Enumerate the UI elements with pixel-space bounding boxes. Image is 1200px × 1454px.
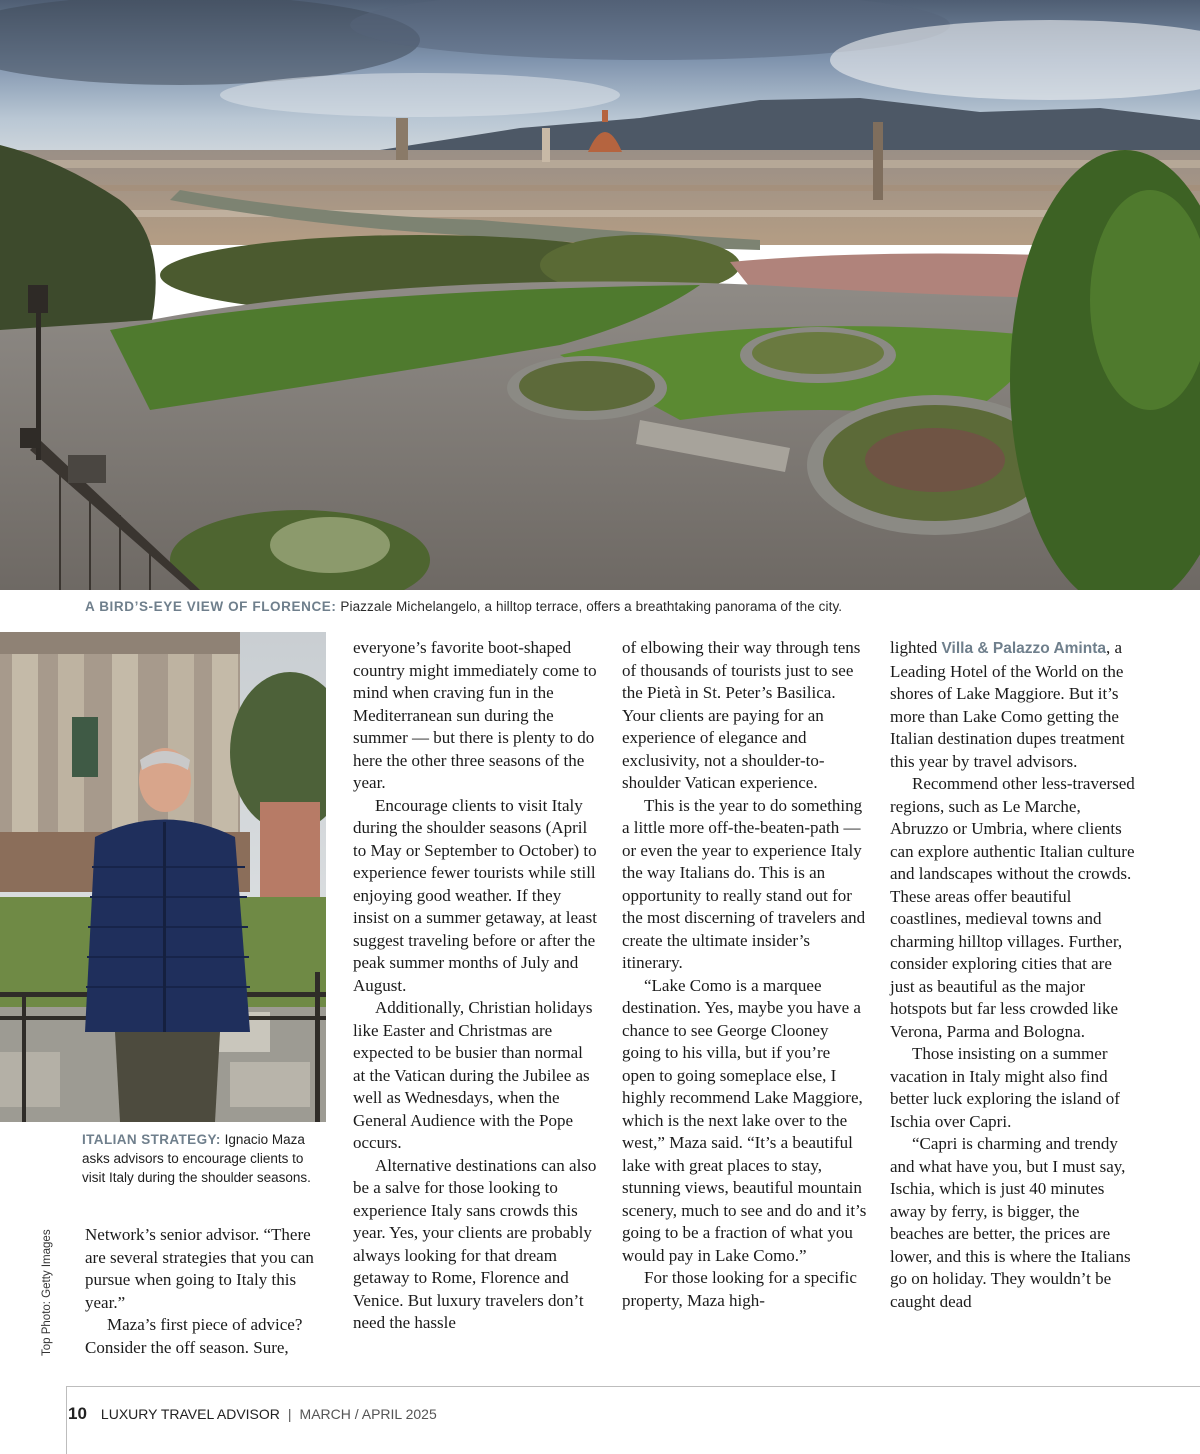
text-run: , a Leading Hotel of the World on the shores of Lake Maggiore. But it’s more than Lake Como getting the Italian destination dupes treatment this year by travel advisors. [890,638,1125,771]
hotel-name-highlight: Villa & Palazzo Aminta [941,640,1106,657]
hero-caption-text: Piazzale Michelangelo, a hilltop terrace, offers a breathtaking panorama of the city. [340,599,843,614]
hero-caption [85,599,1185,614]
paragraph: Maza’s first piece of advice? Consider the off season. Sure, [85,1315,303,1357]
footer-rule [66,1386,1200,1387]
paragraph: For those looking for a specific property, Maza high- [622,1268,857,1310]
page-footer [68,1404,437,1424]
hero-caption-lead: A BIRD’S-EYE VIEW OF FLORENCE: [85,599,337,614]
article-column-1 [85,1224,330,1359]
paragraph: Network’s senior advisor. “There are several strategies that you can pursue when going to Italy this year.” [85,1225,314,1312]
paragraph: “Lake Como is a marquee destination. Yes, maybe you have a chance to see George Clooney going to his villa, but if you’re open to going someplace else, I highly recommend Lake Maggiore, which is the next lake over to the west,” Maza said. “It’s a beautiful lake with great places to stay, stunning views, beautiful mountain scenery, much to see and do and it’s going to be a fraction of what you would pay in Lake Como.” [622,975,867,1265]
paragraph: Additionally, Christian holidays like Easter and Christmas are expected to be busier than normal at the Vatican during the Jubilee as well as Wednesdays, when the General Audience with the Pope occurs. [353,998,593,1152]
footer-separator: | [287,1406,292,1422]
paragraph: Those insisting on a summer vacation in Italy might also find better luck exploring the island of Ischia over Capri. [890,1044,1120,1131]
text-run: lighted [890,638,938,657]
article-column-4 [890,637,1135,1313]
ignacio-maza-portrait-illustration [0,632,326,1122]
page-number: 10 [68,1404,87,1423]
publication-name: LUXURY TRAVEL ADVISOR [100,1406,280,1422]
paragraph: everyone’s favorite boot-shaped country might immediately come to mind when craving fun in the Mediterranean sun during the summer — but there is plenty to do here the other three seasons of the year. [353,638,597,792]
paragraph: Encourage clients to visit Italy during the shoulder seasons (April to May or September to October) to experience fewer tourists while still enjoying good weather. If they insist on a summer getaway, at least suggest traveling before or after the peak summer months of July and August. [353,795,597,995]
article-column-3 [622,637,867,1312]
photo-credit: Top Photo: Getty Images [41,1229,53,1356]
portrait-caption-text: Ignacio Maza asks advisors to encourage clients to visit Italy during the shoulder seasons. [82,1132,311,1185]
portrait-photo [0,632,326,1122]
footer-rule-vertical [66,1386,67,1454]
article-column-2 [353,637,598,1335]
paragraph: of elbowing their way through tens of thousands of tourists just to see the Pietà in St. Peter’s Basilica. Your clients are paying for an experience of elegance and exclusivity, not a shoulder-to-shoulder Vatican experience. [622,638,861,792]
florence-panorama-illustration [0,0,1200,590]
paragraph [890,637,1135,773]
paragraph: This is the year to do something a little more off-the-beaten-path — or even the year to experience Italy the way Italians do. This is an opportunity to really stand out for the most discerning of travelers and create the ultimate insider’s itinerary. [622,795,866,972]
portrait-caption [82,1130,322,1187]
paragraph: Recommend other less-traversed regions, such as Le Marche, Abruzzo or Umbria, where clients can explore authentic Italian culture and landscapes without the crowds. These areas offer beautiful coastlines, medieval towns and charming hilltop villages. Further, consider exploring cities that are just as beautiful as the major hotspots but far less crowded like Verona, Parma and Bologna. [890,774,1135,1041]
hero-photo [0,0,1200,590]
portrait-caption-lead: ITALIAN STRATEGY: [82,1132,221,1147]
paragraph: “Capri is charming and trendy and what have you, but I must say, Ischia, which is just 40 minutes away by ferry, is bigger, the beaches are better, the prices are lower, and this is where the Italians go on holiday. They wouldn’t be caught dead [890,1134,1131,1311]
paragraph: Alternative destinations can also be a salve for those looking to experience Italy sans crowds this year. Yes, your clients are probably always looking for that dream getaway to Rome, Florence and Venice. But luxury travelers don’t need the hassle [353,1155,597,1332]
issue-date: MARCH / APRIL 2025 [299,1406,437,1422]
